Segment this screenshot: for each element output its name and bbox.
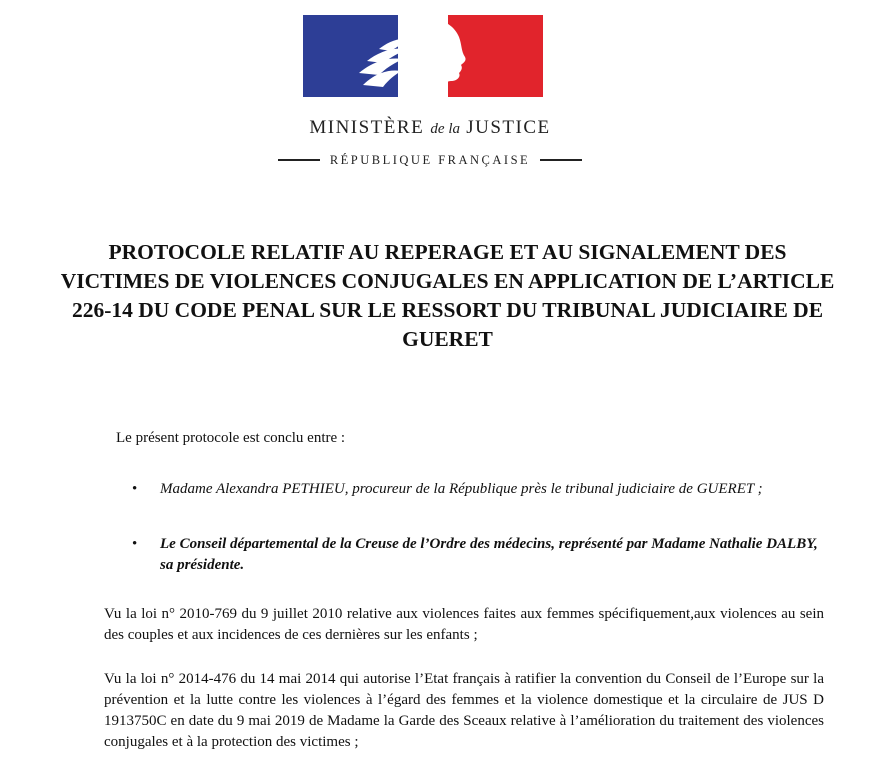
- list-item: [132, 534, 820, 576]
- list-item: [132, 479, 820, 500]
- ministry-connector: de la: [430, 121, 460, 137]
- party-text: Le Conseil départemental de la Creuse de l’Ordre des médecins, représenté par Madame Nathalie DALBY, sa présidente.: [160, 536, 818, 573]
- party-text: Madame Alexandra PETHIEU, procureur de la République près le tribunal judiciaire de GUERET ;: [160, 481, 763, 497]
- ministry-name: [255, 117, 605, 139]
- marianne-flag-logo: [303, 15, 543, 97]
- ministry-prefix: MINISTÈRE: [309, 117, 425, 138]
- consideration-paragraph: Vu la loi n° 2010-769 du 9 juillet 2010 relative aux violences faites aux femmes spécifiquement,aux violences au sein des couples et aux incidences de ces dernières sur les enfants ;: [104, 606, 824, 643]
- bullet: •: [132, 536, 138, 552]
- marianne-profile-icon: [303, 15, 543, 97]
- intro-text: Le présent protocole est conclu entre :: [116, 430, 346, 446]
- divider-right: [540, 159, 582, 161]
- republic-text: RÉPUBLIQUE FRANÇAISE: [329, 152, 531, 167]
- republic-line: [255, 150, 605, 170]
- consideration-paragraph: Vu la loi n° 2014-476 du 14 mai 2014 qui autorise l’Etat français à ratifier la convention du Conseil de l’Europe sur la prévention et la lutte contre les violences à l’égard des femmes et la violence domestique et la circulaire de JUS D 1913750C en date du 9 mai 2019 de Madame la Garde des Sceaux relative à l’amélioration du traitement des violences conjugales et à la protection des victimes ;: [104, 671, 824, 750]
- ministry-suffix: JUSTICE: [466, 117, 551, 138]
- ministry-logo: [255, 0, 605, 180]
- divider-left: [278, 159, 320, 161]
- document-title: PROTOCOLE RELATIF AU REPERAGE ET AU SIGNALEMENT DES VICTIMES DE VIOLENCES CONJUGALES EN APPLICATION DE L’ARTICLE 226-14 DU CODE PENAL SUR LE RESSORT DU TRIBUNAL JUDICIAIRE DE GUERET: [60, 240, 835, 351]
- bullet: •: [132, 481, 138, 497]
